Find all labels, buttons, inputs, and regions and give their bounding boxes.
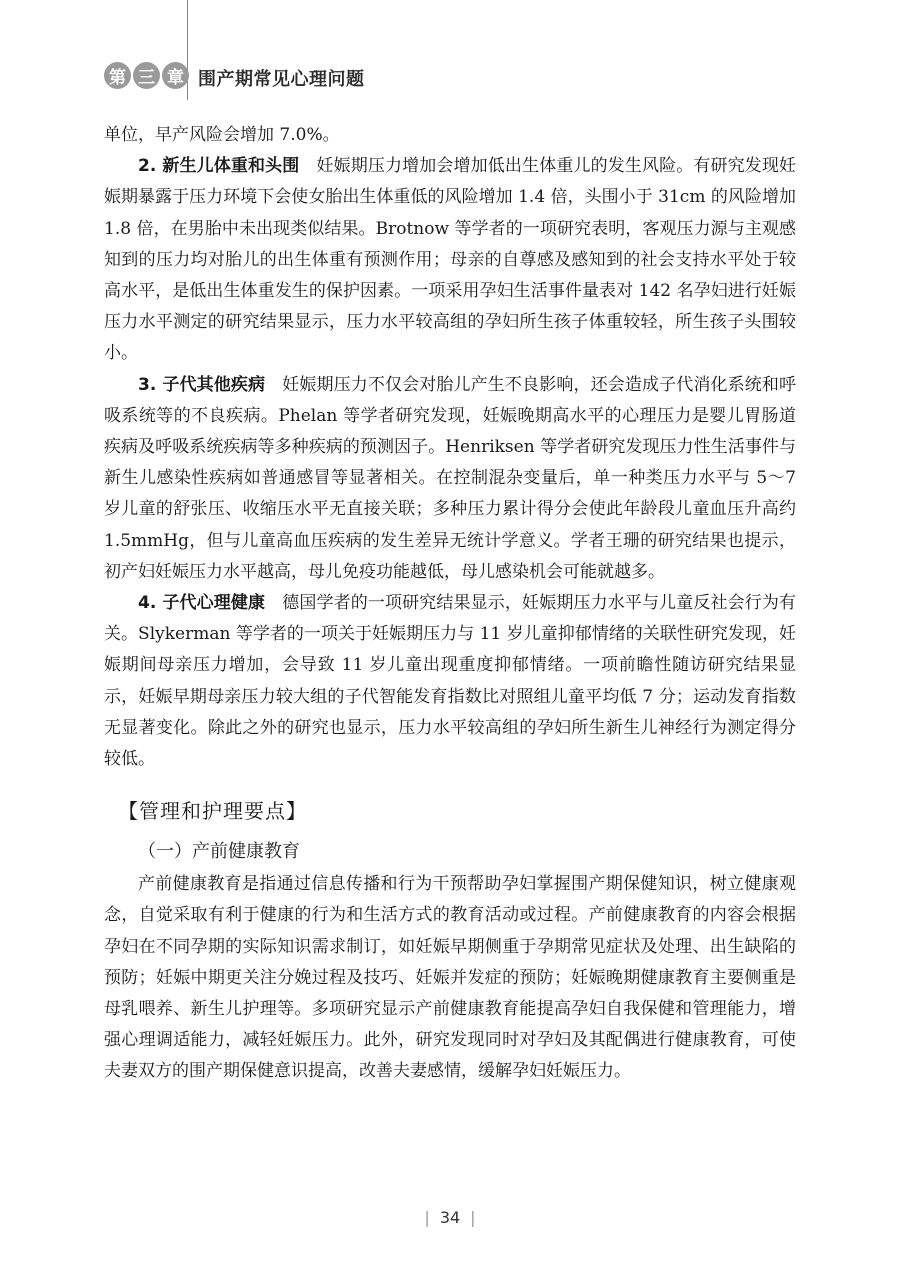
paragraph-section-4: [104, 588, 796, 775]
chapter-badge-2: 三: [133, 62, 160, 89]
section-heading: 【管理和护理要点】: [118, 799, 307, 824]
subheading-2: 2. 新生儿体重和头围: [138, 156, 300, 177]
subheading-4: 4. 子代心理健康: [138, 593, 266, 614]
page-number-bar-left: |: [424, 1208, 430, 1227]
chapter-badge-3: 章: [162, 62, 189, 89]
page-number-bar-right: |: [470, 1208, 476, 1227]
subheading-3: 3. 子代其他疾病: [138, 374, 266, 395]
page-content: [104, 120, 796, 1088]
paragraph-section-2: [104, 151, 796, 369]
page-number-value: 34: [439, 1208, 461, 1227]
section-4-text: 德国学者的一项研究结果显示，妊娠期压力水平与儿童反社会行为有关。Slykerman 等学者的一项关于妊娠期压力与 11 岁儿童抑郁情绪的关联性研究发现，妊娠期间母亲压力增加，会导致 11 岁儿童出现重度抑郁情绪。一项前瞻性随访研究结果显示，妊娠早期母亲压力较大组的子代智能发育指数比对照组儿童平均低 7 分；运动发育指数无显著变化。除此之外的研究也显示，压力水平较高组的孕妇所生新生儿神经行为测定得分较低。: [104, 593, 796, 770]
paragraph-continuation: 单位，早产风险会增加 7.0%。: [104, 125, 340, 145]
paragraph-health-education: 产前健康教育是指通过信息传播和行为干预帮助孕妇掌握围产期保健知识，树立健康观念，自觉采取有利于健康的行为和生活方式的教育活动或过程。产前健康教育的内容会根据孕妇在不同孕期的实际知识需求制订，如妊娠早期侧重于孕期常见症状及处理、出生缺陷的预防；妊娠中期更关注分娩过程及技巧、妊娠并发症的预防；妊娠晚期健康教育主要侧重是母乳喂养、新生儿护理等。多项研究显示产前健康教育能提高孕妇自我保健和管理能力，增强心理调适能力，减轻妊娠压力。此外，研究发现同时对孕妇及其配偶进行健康教育，可使夫妻双方的围产期保健意识提高，改善夫妻感情，缓解孕妇妊娠压力。: [104, 874, 796, 1082]
paragraph-section-3: [104, 370, 796, 588]
chapter-title: 围产期常见心理问题: [198, 69, 365, 90]
chapter-badge-1: 第: [104, 62, 131, 89]
section-3-text: 妊娠期压力不仅会对胎儿产生不良影响，还会造成子代消化系统和呼吸系统等的不良疾病。Phelan 等学者研究发现，妊娠晚期高水平的心理压力是婴儿胃肠道疾病及呼吸系统疾病等多种疾病的预测因子。Henriksen 等学者研究发现压力性生活事件与新生儿感染性疾病如普通感冒等显著相关。在控制混杂变量后，单一种类压力水平与 5～7 岁儿童的舒张压、收缩压水平无直接关联；多种压力累计得分会使此年龄段儿童血压升高约 1.5mmHg，但与儿童高血压疾病的发生差异无统计学意义。学者王珊的研究结果也提示，初产妇妊娠压力水平越高，母儿免疫功能越低，母儿感染机会可能就越多。: [104, 374, 796, 582]
subsection-heading: （一）产前健康教育: [138, 841, 300, 863]
chapter-badge-group: [104, 62, 189, 89]
section-2-text: 妊娠期压力增加会增加低出生体重儿的发生风险。有研究发现妊娠期暴露于压力环境下会使女胎出生体重低的风险增加 1.4 倍，头围小于 31cm 的风险增加 1.8 倍，在男胎中未出现类似结果。Brotnow 等学者的一项研究表明，客观压力源与主观感知到的压力均对胎儿的出生体重有预测作用；母亲的自尊感及感知到的社会支持水平处于较高水平，是低出生体重发生的保护因素。一项采用孕妇生活事件量表对 142 名孕妇进行妊娠压力水平测定的研究结果显示，压力水平较高组的孕妇所生孩子体重较轻，所生孩子头围较小。: [104, 156, 797, 364]
page-number: [0, 1208, 900, 1227]
